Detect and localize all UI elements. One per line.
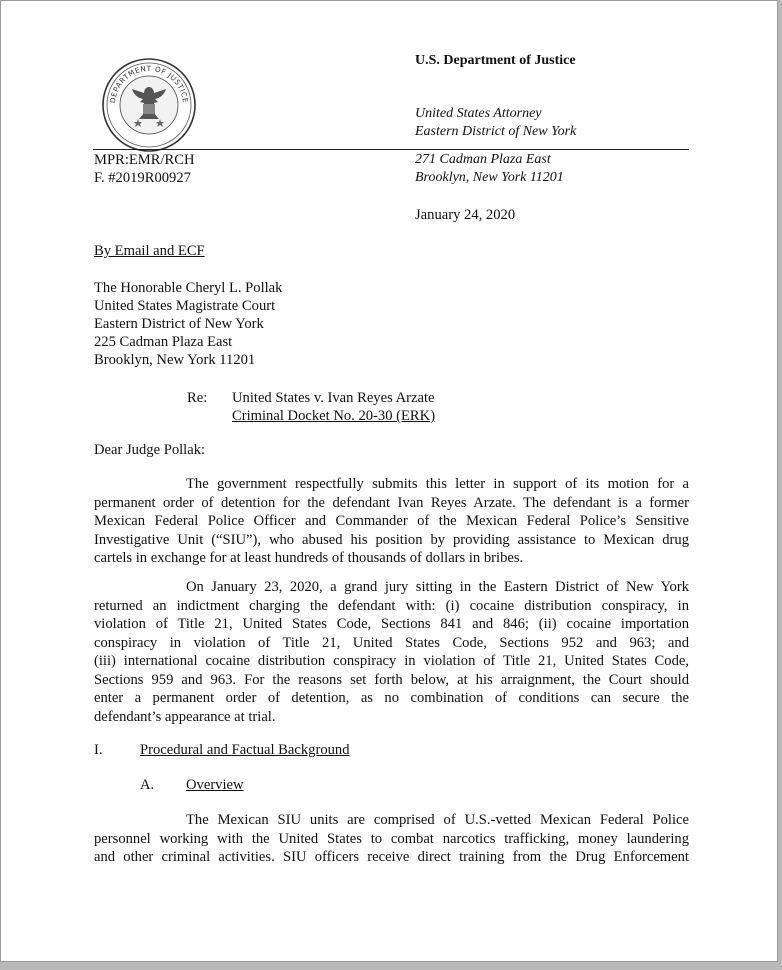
office-line-2: Eastern District of New York bbox=[415, 124, 577, 139]
paragraph-2-line: violation of Title 21, United States Code, Sections 841 and 846; (ii) cocaine importation bbox=[94, 616, 689, 632]
addressee-line-1: The Honorable Cheryl L. Pollak bbox=[94, 280, 283, 296]
salutation: Dear Judge Pollak: bbox=[94, 442, 206, 458]
paragraph-2-line: (iii) international cocaine distribution conspiracy in violation of Title 21, United States Code, bbox=[94, 653, 689, 669]
paragraph-1 bbox=[94, 475, 689, 568]
paragraph-1-line: Mexican Federal Police Officer and Commander of the Mexican Federal Police’s Sensitive bbox=[94, 513, 689, 529]
reference-line-1: MPR:EMR/RCH bbox=[94, 152, 195, 168]
re-docket-number: Criminal Docket No. 20-30 (ERK) bbox=[232, 408, 436, 424]
address-line-1: 271 Cadman Plaza East bbox=[415, 152, 551, 167]
doj-seal-icon bbox=[101, 57, 197, 153]
addressee-line-4: 225 Cadman Plaza East bbox=[94, 334, 233, 350]
agency-name: U.S. Department of Justice bbox=[415, 53, 576, 68]
section-title: Procedural and Factual Background bbox=[140, 742, 350, 758]
svg-text:DEPARTMENT OF JUSTICE: DEPARTMENT OF JUSTICE bbox=[107, 64, 191, 104]
paragraph-2-line: On January 23, 2020, a grand jury sitting in the Eastern District of New York bbox=[186, 579, 689, 595]
delivery-method: By Email and ECF bbox=[94, 243, 205, 259]
paragraph-1-line: cartels in exchange for at least hundreds of thousands of dollars in bribes. bbox=[94, 550, 524, 566]
address-line-2: Brooklyn, New York 11201 bbox=[415, 170, 564, 185]
paragraph-1-line: The government respectfully submits this letter in support of its motion for a bbox=[186, 476, 689, 492]
paragraph-2-line: defendant’s appearance at trial. bbox=[94, 708, 276, 725]
paragraph-1-line: permanent order of detention for the defendant Ivan Reyes Arzate. The defendant is a former bbox=[94, 494, 689, 511]
paragraph-3-line: personnel working with the United States to combat narcotics trafficking, money laundering bbox=[94, 830, 689, 847]
addressee-line-5: Brooklyn, New York 11201 bbox=[94, 352, 256, 368]
subsection-title: Overview bbox=[186, 777, 244, 793]
paragraph-2-line: enter a permanent order of detention, as no combination of conditions can secure the bbox=[94, 690, 689, 706]
paragraph-2-line: returned an indictment charging the defendant with: (i) cocaine distribution conspiracy, in bbox=[94, 597, 689, 614]
letter-date: January 24, 2020 bbox=[415, 207, 516, 223]
paragraph-3-line: The Mexican SIU units are comprised of U.S.-vetted Mexican Federal Police bbox=[186, 812, 689, 828]
paragraph-3 bbox=[94, 811, 689, 867]
paragraph-2 bbox=[94, 578, 689, 726]
office-line-1: United States Attorney bbox=[415, 106, 542, 121]
paragraph-2-line: Sections 959 and 963. For the reasons set forth below, at his arraignment, the Court should bbox=[94, 671, 689, 688]
reference-line-2: F. #2019R00927 bbox=[94, 170, 191, 186]
re-label: Re: bbox=[187, 390, 208, 406]
addressee-line-3: Eastern District of New York bbox=[94, 316, 264, 332]
subsection-letter: A. bbox=[140, 777, 155, 793]
paragraph-1-line: Investigative Unit (“SIU”), who abused his position by providing assistance to Mexican drug bbox=[94, 531, 689, 548]
re-case-caption: United States v. Ivan Reyes Arzate bbox=[232, 390, 435, 406]
section-number: I. bbox=[94, 742, 103, 758]
header-divider bbox=[93, 149, 689, 150]
paragraph-3-line: and other criminal activities. SIU officers receive direct training from the Drug Enforcement bbox=[94, 849, 689, 865]
addressee-line-2: United States Magistrate Court bbox=[94, 298, 276, 314]
paragraph-2-line: conspiracy in violation of Title 21, United States Code, Sections 952 and 963; and bbox=[94, 634, 689, 651]
